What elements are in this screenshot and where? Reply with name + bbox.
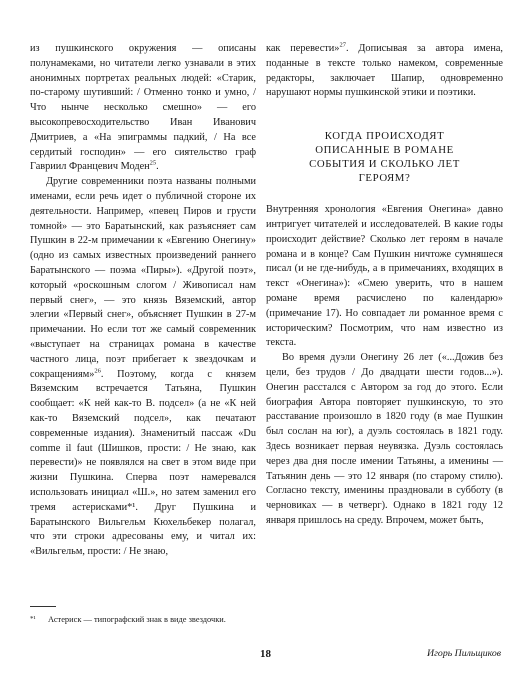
paragraph-text-tail: . (156, 161, 159, 173)
paragraph-text: Внутренняя хронология «Евгения Онегина» давно интригует читателей и исследователей. В какие годы происходит действие? Сколько лет героям в начале романа и в конце? Сам Пушкин ничтоже сумняшеся писал (и не где-нибудь, а в примечаниях, входящих в текст «Онегина»): «Смею уверить, что в нашем романе время расчислено по календарю» (примечание 17). Но совпадает ли романное время с историческим? Посмотрим, что нам известно из текста. (266, 204, 503, 349)
endnote-ref: 25 (149, 159, 157, 167)
paragraph-2 (30, 175, 256, 560)
paragraph-text: Во время дуэли Онегину 26 лет («...Дожив без цели, без трудов / До двадцати шести годов...»). Онегин расстался с Автором за год до этого. Если биография Автора повторяет пушкинскую, то это расставание произошло в 1820 году (в мае Пушкин был сослан на юг), а дуэль состоялась в 1821 году. Здесь возникает первая неувязка. Дуэль состоялась через два дня после имении Татьяны, а именины — Татьянин день — это 12 января (по старому стилю). Согласно тексту, именины праздновали в субботу (в черновиках — в четверг). Однако в 1821 году 12 января пришлось на среду. Впрочем, может быть, (266, 352, 503, 526)
section-heading (266, 129, 503, 185)
footnote-mark: *¹ (30, 615, 36, 623)
paragraph-text-tail: . Дописывая за автора имена, поданные в тексте только намеком, современные редакторы, заключает Шапир, одновременно нарушают нормы пушкинской этики и поэтики. (266, 43, 503, 99)
heading-line: КОГДА ПРОИСХОДЯТ (324, 130, 445, 143)
paragraph-continued (266, 42, 503, 101)
footnote-text: Астериск — типографский знак в виде звездочки. (48, 615, 226, 624)
left-column (30, 42, 256, 560)
paragraph-text-tail: . Поэтому, когда с князем Вяземским встречается Татьяна, Пушкин сообщает: «К ней как-то В. подсел» (а не «К ней как-то Вяземский подсел», как печатают современные издания). Знаменитый пассаж «Du comme il faut (Шишков, прости: / Не знаю, как перевести)» не появлялся на свет в этом виде при жизни Пушкина. Сперва поэт намеревался использовать инициал «Ш.», но затем заменил его тремя астерисками*¹. Друг Пушкина и Баратынского Вильгельм Кюхельбекер полагал, что эти строки адресованы ему, и читал их: «Вильгельм, прости: / Не знаю, (30, 368, 256, 558)
endnote-ref: 27 (339, 41, 346, 49)
heading-line: СОБЫТИЯ И СКОЛЬКО ЛЕТ (309, 158, 460, 171)
heading-line: ГЕРОЯМ? (358, 172, 411, 185)
heading-line: ОПИСАННЫЕ В РОМАНЕ (315, 144, 454, 157)
footnote-rule (30, 606, 56, 607)
running-author: Игорь Пильщиков (427, 648, 501, 659)
paragraph-3 (266, 203, 503, 351)
paragraph-1 (30, 42, 256, 175)
endnote-ref: 26 (94, 367, 101, 375)
footnote (30, 614, 500, 625)
right-column (266, 42, 503, 529)
paragraph-4 (266, 351, 503, 529)
page-number: 18 (260, 648, 271, 660)
paragraph-text: из пушкинского окружения — описаны полунамеками, но читатели легко узнавали в этих анонимных портретах реальных людей: «Старик, по-старому шутивший: / Отменно тонко и умно, / Что нынче несколько смешно» — его высокопревосходительство Иван Иванович Дмитриев, а «На эпиграммы падкий, / На все сердитый господин» — его сиятельство граф Гавриил Францевич Моден (30, 43, 256, 173)
paragraph-text: как перевести» (266, 43, 340, 54)
paragraph-text: Другие современники поэта названы полными именами, если речь идет о публичной стороне их деятельности. Например, «певец Пиров и грусти томной» — это Баратынский, как разъясняет сам Пушкин в 22-м примечании к «Евгению Онегину» (одно из самых известных произведений раннего Баратынского — поэма «Пиры»). «Другой поэт», который «роскошным слогом / Живописал нам первый снег», — это князь Вяземский, автор элегии «Первый снег», объясняет Пушкин в 27-м примечании. Но если тот же самый современник «выступает на страницах романа в качестве частного лица, поэт прибегает к звездочкам и сокращениям» (30, 176, 256, 380)
